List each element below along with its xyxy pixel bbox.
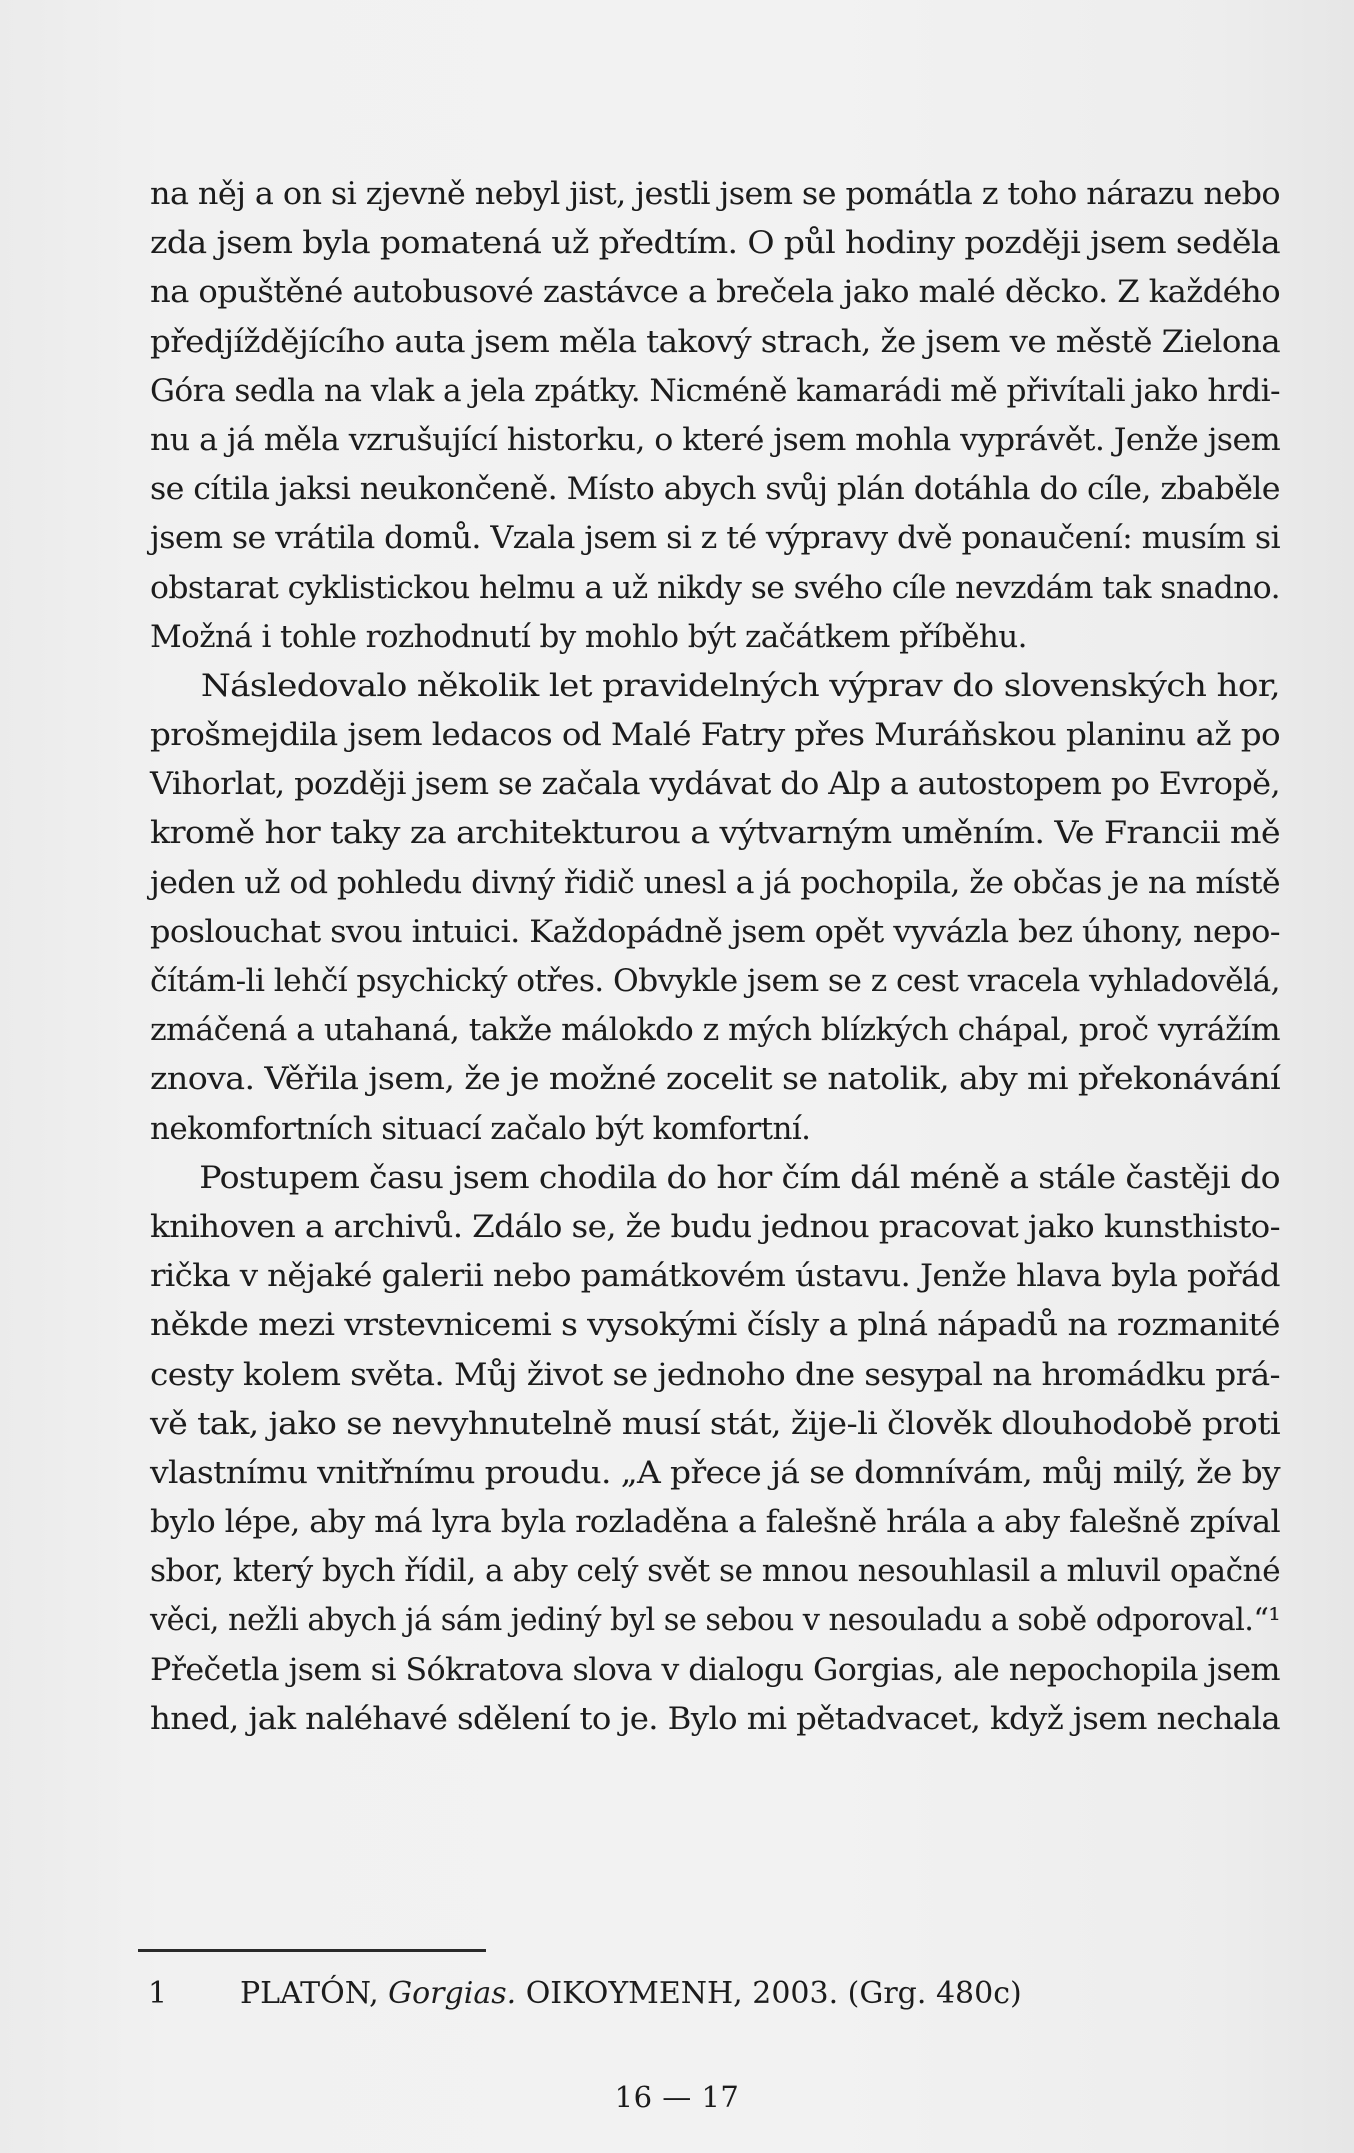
text-line-content: Vihorlat, později jsem se začala vydávat do Alp a autostopem po Evropě, <box>150 766 1281 803</box>
text-line <box>150 1105 1280 1154</box>
text-line-content: nu a já měla vzrušující historku, o které jsem mohla vyprávět. Jenže jsem <box>150 421 1281 458</box>
text-line-content: poslouchat svou intuici. Každopádně jsem opět vyvázla bez úhony, nepo- <box>150 913 1281 950</box>
text-line-content: na opuštěné autobusové zastávce a brečela jako malé děcko. Z každého <box>150 274 1281 311</box>
footnote-divider <box>138 1949 486 1952</box>
text-line <box>150 1154 1280 1203</box>
text-line-content: Postupem času jsem chodila do hor čím dál méně a stále častěji do <box>199 1159 1280 1196</box>
text-line-content: vě tak, jako se nevyhnutelně musí stát, žije-li člověk dlouhodobě proti <box>150 1405 1280 1442</box>
text-line-content: jeden už od pohledu divný řidič unesl a já pochopila, že občas je na místě <box>150 864 1281 901</box>
footnote-title: Gorgias. <box>388 1976 517 2011</box>
text-line <box>150 957 1280 1006</box>
text-line <box>150 1646 1280 1695</box>
text-line <box>150 1400 1280 1449</box>
text-line <box>150 1203 1280 1252</box>
text-line <box>150 1547 1280 1596</box>
footnote-marker: 1 <box>148 1976 168 2011</box>
text-line <box>150 1055 1280 1104</box>
body-text <box>150 170 1280 1744</box>
text-line-content: Góra sedla na vlak a jela zpátky. Nicméně kamarádi mě přivítali jako hrdi- <box>150 372 1281 409</box>
text-line <box>150 1695 1280 1744</box>
text-line <box>150 859 1280 908</box>
text-line-content: obstarat cyklistickou helmu a už nikdy se svého cíle nevzdám tak snadno. <box>150 569 1280 606</box>
text-line-content: rička v nějaké galerii nebo památkovém ústavu. Jenže hlava byla pořád <box>150 1258 1280 1295</box>
text-line-content: na něj a on si zjevně nebyl jist, jestli jsem se pomátla z toho nárazu nebo <box>150 176 1281 212</box>
text-line-content: cesty kolem světa. Můj život se jednoho dne sesypal na hromádku prá- <box>150 1356 1280 1393</box>
text-line <box>150 268 1280 317</box>
text-line-content: se cítila jaksi neukončeně. Místo abych svůj plán dotáhla do cíle, zbaběle <box>150 471 1280 508</box>
text-line-content: Následovalo několik let pravidelných výprav do slovenských hor, <box>200 667 1281 704</box>
text-line-content: jsem se vrátila domů. Vzala jsem si z té výpravy dvě ponaučení: musím si <box>150 520 1281 557</box>
text-line <box>150 1449 1280 1498</box>
footnote-text <box>240 1972 1022 2016</box>
text-line-content: někde mezi vrstevnicemi s vysokými čísly a plná nápadů na rozmanité <box>150 1307 1280 1344</box>
text-line <box>150 416 1280 465</box>
footnote-publication: OIKOYMENH, 2003. (Grg. 480c) <box>525 1976 1022 2011</box>
page-number: 16 — 17 <box>614 2080 740 2114</box>
text-line-content: sbor, který bych řídil, a aby celý svět se mnou nesouhlasil a mluvil opačné <box>150 1553 1281 1590</box>
text-line <box>150 613 1280 662</box>
text-line <box>150 465 1280 514</box>
text-line <box>150 1252 1280 1301</box>
text-line <box>150 170 1280 219</box>
text-line <box>150 564 1280 613</box>
text-line-content: prošmejdila jsem ledacos od Malé Fatry přes Muráňskou planinu až po <box>150 717 1281 754</box>
text-line <box>150 809 1280 858</box>
text-line <box>150 1498 1280 1547</box>
text-line <box>150 367 1280 416</box>
text-line <box>150 1301 1280 1350</box>
text-line <box>150 318 1280 367</box>
text-line <box>150 514 1280 563</box>
footnote-author: PLATÓN, <box>240 1976 379 2011</box>
text-line <box>150 711 1280 760</box>
text-line-content: znova. Věřila jsem, že je možné zocelit se natolik, aby mi překonávání <box>150 1061 1281 1098</box>
text-line-content: hned, jak naléhavé sdělení to je. Bylo mi pětadvacet, když jsem nechala <box>150 1700 1280 1737</box>
text-line-content: knihoven a archivů. Zdálo se, že budu jednou pracovat jako kunsthisto- <box>150 1208 1280 1245</box>
text-line <box>150 1351 1280 1400</box>
text-line-content: bylo lépe, aby má lyra byla rozladěna a falešně hrála a aby falešně zpíval <box>150 1504 1281 1541</box>
text-line-content: nekomfortních situací začalo být komfortní. <box>150 1110 811 1147</box>
text-line-content: vlastnímu vnitřnímu proudu. „A přece já se domnívám, můj milý, že by <box>150 1454 1280 1491</box>
text-line <box>150 908 1280 957</box>
text-line <box>150 760 1280 809</box>
text-line-content: čítám-li lehčí psychický otřes. Obvykle jsem se z cest vracela vyhladovělá, <box>150 963 1280 999</box>
text-line <box>150 1006 1280 1055</box>
text-line-content: předjíždějícího auta jsem měla takový strach, že jsem ve městě Zielona <box>150 323 1281 360</box>
text-line-content: věci, nežli abych já sám jediný byl se sebou v nesouladu a sobě odporoval.“¹ <box>150 1602 1280 1639</box>
text-line <box>150 219 1280 268</box>
text-line-content: zmáčená a utahaná, takže málokdo z mých blízkých chápal, proč vyrážím <box>150 1012 1280 1049</box>
text-line <box>150 662 1280 711</box>
text-line-content: zda jsem byla pomatená už předtím. O půl hodiny později jsem seděla <box>150 225 1280 262</box>
text-line <box>150 1596 1280 1645</box>
text-line-content: Přečetla jsem si Sókratova slova v dialogu Gorgias, ale nepochopila jsem <box>150 1651 1280 1688</box>
text-line-content: Možná i tohle rozhodnutí by mohlo být začátkem příběhu. <box>150 618 1027 655</box>
text-line-content: kromě hor taky za architekturou a výtvarným uměním. Ve Francii mě <box>150 815 1281 852</box>
